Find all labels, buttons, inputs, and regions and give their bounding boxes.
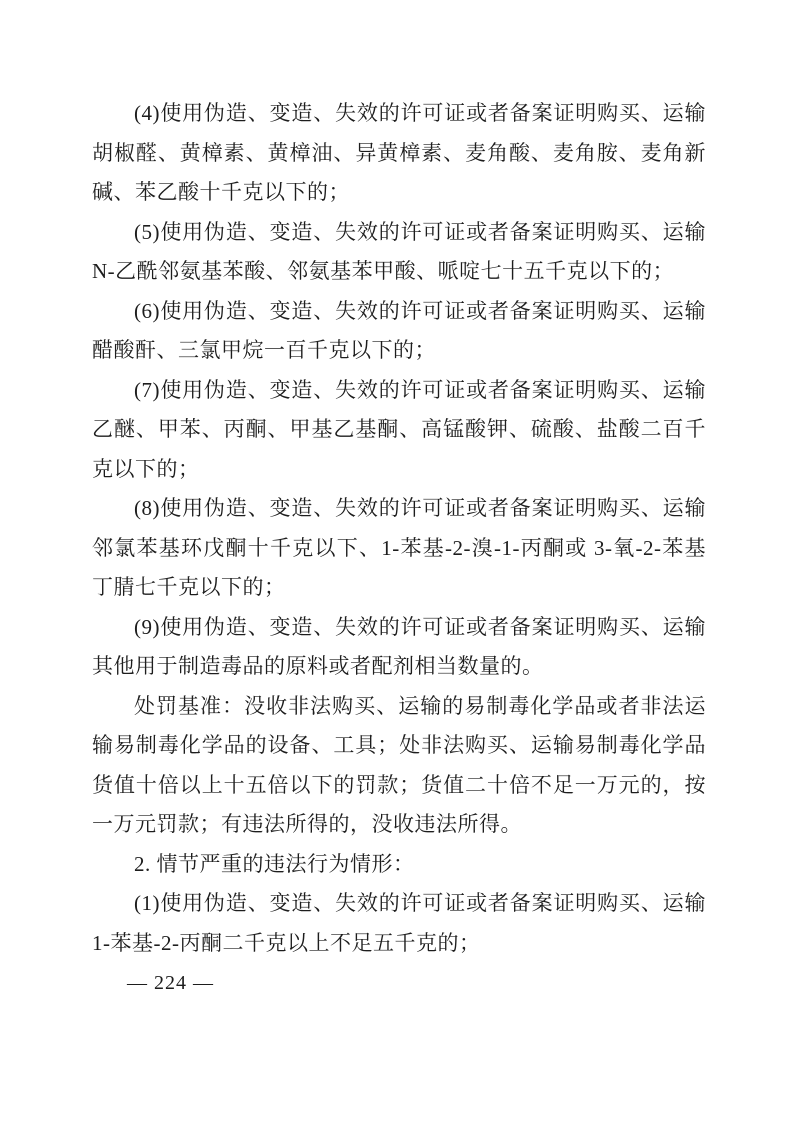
clause-item-9: (9)使用伪造、变造、失效的许可证或者备案证明购买、运输其他用于制造毒品的原料或者配剂相当数量的。 [92, 614, 706, 678]
section-heading-severe-violations: 2. 情节严重的违法行为情形： [134, 851, 415, 876]
clause-item-2-1: (1)使用伪造、变造、失效的许可证或者备案证明购买、运输 1-苯基-2-丙酮二千克以上不足五千克的； [92, 891, 706, 955]
clause-item-4: (4)使用伪造、变造、失效的许可证或者备案证明购买、运输胡椒醛、黄樟素、黄樟油、异黄樟素、麦角酸、麦角胺、麦角新碱、苯乙酸十千克以下的； [92, 101, 706, 204]
clause-item-7: (7)使用伪造、变造、失效的许可证或者备案证明购买、运输乙醚、甲苯、丙酮、甲基乙基酮、高锰酸钾、硫酸、盐酸二百千克以下的； [92, 377, 706, 481]
page-number: — 224 — [127, 972, 214, 994]
clause-item-8: (8)使用伪造、变造、失效的许可证或者备案证明购买、运输邻氯苯基环戊酮十千克以下、1-苯基-2-溴-1-丙酮或 3-氧-2-苯基丁腈七千克以下的； [92, 496, 706, 599]
clause-item-6: (6)使用伪造、变造、失效的许可证或者备案证明购买、运输醋酸酐、三氯甲烷一百千克以下的； [92, 298, 706, 362]
penalty-standard-paragraph: 处罚基准：没收非法购买、运输的易制毒化学品或者非法运输易制毒化学品的设备、工具；处非法购买、运输易制毒化学品货值十倍以上十五倍以下的罚款；货值二十倍不足一万元的，按一万元罚款；有违法所得的，没收违法所得。 [92, 693, 706, 836]
document-text-block [92, 94, 706, 963]
clause-item-5: (5)使用伪造、变造、失效的许可证或者备案证明购买、运输 N-乙酰邻氨基苯酸、邻氨基苯甲酸、哌啶七十五千克以下的； [92, 219, 706, 283]
